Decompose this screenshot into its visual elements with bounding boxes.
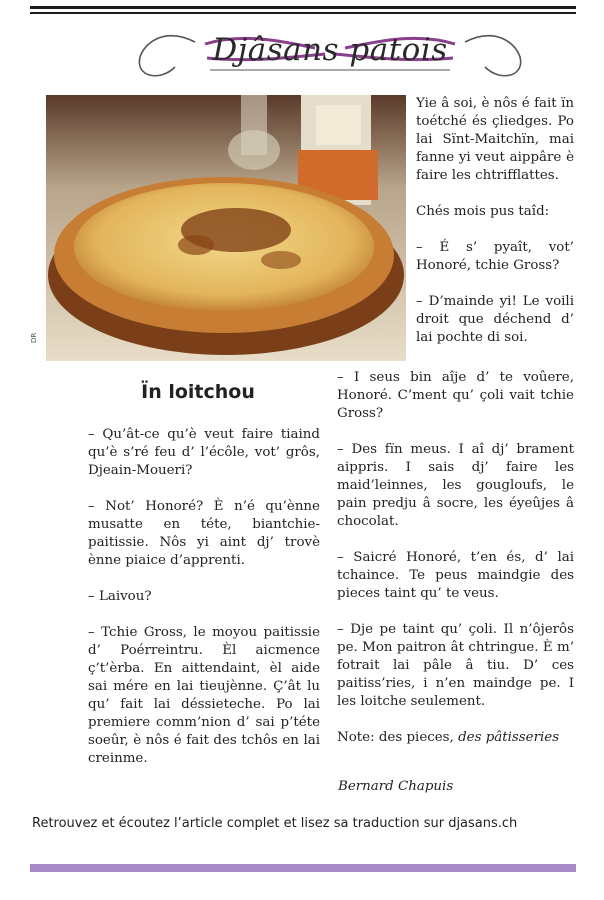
paragraph: – Tchie Gross, le moyou paitissie d’ Poérreintru. Èl aicmence ç’t’èrba. En aittendaint, èl aide sai mére en lai tieujènne. Ç’ât lu qu’ fait lai déssieteche. Po lai premiere comm’nion d’ sai p’téte soeûr, è nôs é fait des tchôs en lai creinme. <box>88 625 320 766</box>
paragraph: – Not’ Honoré? È n’é qu’ènne musatte en téte, biantchie-paitissie. Nôs yi aint dj’ trovè ènne piaice d’apprenti. <box>88 499 320 568</box>
note-value: des pâtisseries <box>458 730 560 745</box>
photo-credit: DR <box>30 332 38 343</box>
top-rule <box>30 6 576 9</box>
paragraph: – I seus bin aîje d’ te voûere, Honoré. C’ment qu’ çoli vait tchie Gross? <box>337 370 574 421</box>
top-rule-thin <box>30 12 576 14</box>
paragraph: Yie â soi, è nôs é fait ïn toétché és çliedges. Po lai Sïnt-Maitchïn, mai fanne yi veut aippâre è faire les chtrifflattes. <box>416 96 574 183</box>
paragraph: – D’mainde yi! Le voili droit que déchend d’ lai pochte di soi. <box>416 294 574 345</box>
paragraph: – Dje pe taint qu’ çoli. Il n’ôjerôs pe. Mon paitron ât chtringue. È m’ fotrait lai pâle â tiu. D’ ces paitiss’ries, i n’en maindge pe. I les loitche seulement. <box>337 622 574 709</box>
paragraph: – Qu’ât-ce qu’è veut faire tiaind qu’è s’ré feu d’ l’écôle, vot’ grôs, Djeain-Moueri? <box>88 427 320 478</box>
paragraph: – É s’ pyaît, vot’ Honoré, tchie Gross? <box>416 240 574 273</box>
paragraph: – Des fïn meus. I aî dj’ brament aippris. I sais dj’ faire les maid’leinnes, les gougloufs, le pain predju â socre, les éyeûjes â chocolat. <box>337 442 574 529</box>
section-banner <box>135 22 525 82</box>
article-column-right <box>337 369 574 765</box>
paragraph: Chés mois pus taîd: <box>416 204 550 219</box>
article-column-left <box>88 426 320 786</box>
tart-photo <box>46 95 406 361</box>
bottom-accent-bar <box>30 864 576 872</box>
article-title: Ïn loitchou <box>141 381 255 403</box>
note <box>337 729 574 747</box>
note-label: Note: des pieces, <box>337 730 459 745</box>
author: Bernard Chapuis <box>338 779 454 794</box>
paragraph: – Saicré Honoré, t’en és, d’ lai tchaince. Te peus maindgie des pieces taint qu’ te veus. <box>337 550 574 601</box>
article-column-right-top <box>416 95 574 365</box>
section-title: Djâsans patois <box>212 32 448 68</box>
paragraph: – Laivou? <box>88 589 152 604</box>
footer-text: Retrouvez et écoutez l’article complet et lisez sa traduction sur djasans.ch <box>32 816 518 831</box>
